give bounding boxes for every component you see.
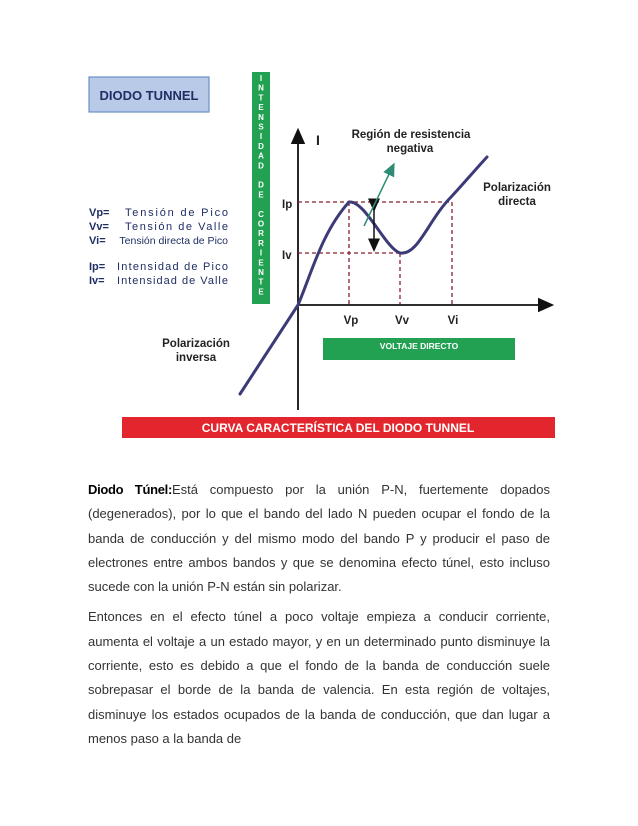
dashed-guides [298,202,452,305]
band-letter: N [258,112,264,122]
vp-label: Vp [343,315,359,327]
bottom-banner [122,417,555,438]
legend-vv-key: Vv= [89,221,109,233]
reverse-bias-line1: Polarización [162,338,230,350]
legend-vv-desc: Tensión de Valle [125,221,228,233]
band-letter: E [258,190,264,200]
voltage-band-label: VOLTAJE DIRECTO [379,341,459,351]
forward-bias-line2: directa [498,196,536,208]
vi-label: Vi [447,315,459,327]
title-box-label: DIODO TUNNEL [99,88,199,103]
legend-iv-key: Iv= [89,275,105,287]
band-letter: R [258,229,264,239]
band-letter: I [259,248,263,258]
legend-vi-desc: Tensión directa de Pico [119,235,228,247]
iv-label: Iv [282,250,292,262]
legend-vi-key: Vi= [89,235,106,247]
band-letter: E [258,103,264,113]
reverse-bias-line2: inversa [175,352,217,364]
band-letter: I [259,132,263,142]
band-letter: T [258,277,264,287]
legend-iv-desc: Intensidad de Valle [117,275,228,287]
vv-label: Vv [394,315,410,327]
band-letter: N [258,268,264,277]
band-letter: T [258,93,264,103]
forward-bias-line1: Polarización [483,182,551,194]
negative-resistance-label-line2: negativa [386,143,434,155]
band-letters [258,74,264,296]
legend-ip-key: Ip= [89,261,106,273]
voltage-band [323,338,515,360]
ip-label: Ip [282,199,293,211]
paragraph-1-rest: Está compuesto por la unión P-N, fuertemente dopados (degenerados), por lo que el bando del lado N pueden ocupar el fondo de la banda de conducción y del mismo modo del bando P y producir el paso de electrones entre ambos bandos y que se denomina efecto túnel, esto incluso sucede con la unión P-N están sin polarizar. [88,482,550,595]
band-letter: O [257,219,265,229]
paragraph-1-bold: Diodo Túnel: [88,482,172,497]
band-letter: D [258,161,264,171]
band-letter: R [258,238,264,248]
band-letter: E [258,258,264,268]
paragraph-1 [88,478,550,599]
negative-resistance-label-line1: Región de resistencia [351,129,471,141]
band-letter: D [258,180,264,190]
current-vertical-band [252,72,270,304]
band-letter: C [258,209,264,219]
legend-vp-key: Vp= [89,207,110,219]
bottom-banner-label: CURVA CARACTERÍSTICA DEL DIODO TUNNEL [201,421,475,435]
current-axis-label: I [316,132,320,148]
negative-resistance-arrows [364,168,392,246]
legend-ip-desc: Intensidad de Pico [117,261,228,273]
band-letter: S [258,122,264,132]
band-letter: A [258,151,264,161]
legend-vp-desc: Tensión de Pico [125,207,228,219]
title-box [89,77,209,112]
body-text [88,478,550,757]
band-letter: N [258,83,264,93]
band-letter: I [259,74,263,83]
band-letter: E [258,287,264,297]
legend [89,207,228,287]
band-letter: D [258,141,264,151]
paragraph-2: Entonces en el efecto túnel a poco voltaje empieza a conducir corriente, aumenta el voltaje a un estado mayor, y en un determinado punto disminuye la corriente, esto es debido a que el fondo de la banda de conducción suele sobrepasar el borde de la banda de valencia. En esta región de voltajes, disminuye los estados ocupados de la banda de conducción, que dan lugar a menos paso a la banda de [88,609,550,746]
